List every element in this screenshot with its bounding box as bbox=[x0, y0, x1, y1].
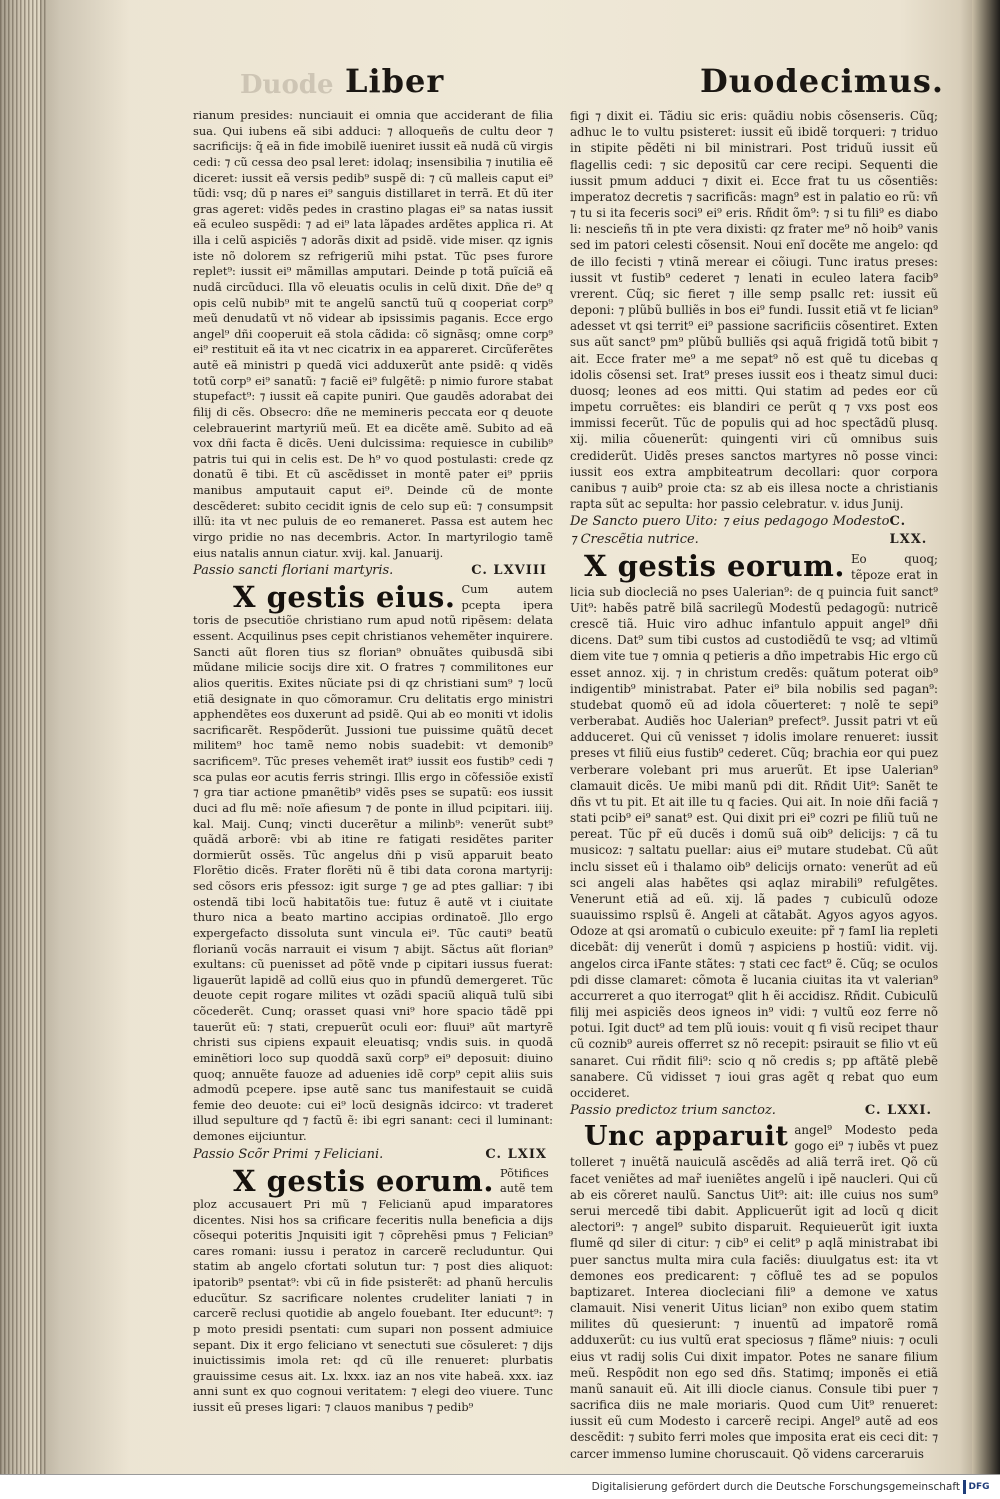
paragraph: figi ⁊ dixit ei. Tãdiu sic eris: quãdiu nobis cõsenseris. Cũq; adhuc le to vultu psisteret: iussit eũ ibidẽ torqueri: ⁊ triduo in stipite pẽdẽti ni bil ministrari. Post triduũ iussit eũ flagellis cedi: ⁊ sic depositũ car cere recipi. Sequenti die iussit pmum adduci ⁊ dixit ei. Ecce frat tu us cõsentiẽs: imperatoz decretis ⁊ sacrificãs: magn⁹ est in palatio eo rũ: vñ ⁊ tu si ita feceris soci⁹ ei⁹ eris. Rñdit õm⁹: ⁊ si tu fili⁹ es diabo li: nescieñs tñ in pte vera dixisti: qz frater me⁹ nõ hoib⁹ vanis sed im patori celesti cõsensit. Noui enĩ docẽte me angelo: qd de illo fecisti ⁊ vtinã merear ei cõiugi. Tunc iratus preses: iussit vt fustib⁹ cederet ⁊ lenati in eculeo latera facib⁹ vrerent. Cũq; sic fieret ⁊ ille semp psallc ret: iussit eũ deponi: ⁊ plũbũ bulliẽs in bos ei⁹ fundi. Iussit etiã vt fe lician⁹ adesset vt qsi territ⁹ ei⁹ passione sacrificiis cõsentiret. Exten sus aũt sanct⁹ pm⁹ plũbũ bulliẽs qsi aquã frigidã totũ bibit ⁊ ait. Ecce frater me⁹ a me sepat⁹ nõ est quẽ tu dicebas q idolis cõsensi set. Irat⁹ preses iussit eos i theatz simul duci: duosq; leones ad eos mitti. Qui statim ad pedes eor cũ impetu corruẽtes: eis blandiri ce perũt q ⁊ vxs post eos immissi fecerũt. Tũc de populis qui ad hoc spectãdũ plusq. xij. milia cõuenerũt: quingenti viri cũ omnibus suis crediderũt. Uidẽs preses sanctos martyres nõ posse vinci: iussit eos extra ampbiteatrum decollari: quor corpora canibus ⁊ auib⁹ proie cta: sz ab eis illesa nocte a christianis rapta sũt ac sepulta: hor passio celebratur. v. idus Junij. bbox=[570, 109, 938, 512]
paragraph: angel⁹ Modesto peda gogo ei⁹ ⁊ iubẽs vt puez tolleret ⁊ inuẽtã nauiculã ascẽdẽs ad aliã terrã iret. Qõ cũ facet veniẽtes ad mar̃ iueniẽtes angelũ i ipẽ naucleri. Qui cũ ab eis cõreret naulũ. Sanctus Uit⁹: ait: ille cuius nos sum⁹ serui mercedẽ tibi dabit. Applicuerũt igit ad locũ q dicit alectori⁹: ⁊ angel⁹ subito disparuit. Requieuerũt igit iuxta flumẽ qd siler di citur: ⁊ cib⁹ ei celit⁹ p aqlã ministrabat ibi puer sanctus multa mira cula faciẽs: diuulgatus est: ita vt demones eos predicarent: ⁊ cõfluẽ tes ad se populos baptizaret. Interea diocleciani fili⁹ a demone ve xatus clamauit. Nisi venerit Uitus lician⁹ non exibo quem statim milites dũ quesierunt: ⁊ inuentũ ad impatorẽ romã adduxerũt: cu ius vultũ erat speciosus ⁊ flãme⁹ niuis: ⁊ oculi eius vt radij solis Cui dixit impator. Potes ne sanare filium meũ. Respõdit non ego sed dñs. Statimq; imponẽs ei etiã manũ sanauit eũ. Ait illi diocle cianus. Consule tibi puer ⁊ sacrifica diis ne male moriaris. Quod cum Uit⁹ renueret: iussit eũ cum Modesto i carcerẽ recipi. Angel⁹ autẽ ad eos descẽdit: ⁊ subito ferri moles que imposita erat eis ceci dit: ⁊ carcer immenso lumine choruscauit. Qõ videns carceraruis bbox=[570, 1123, 938, 1461]
text-column-left bbox=[193, 108, 553, 1416]
chapter-rubric bbox=[570, 1102, 938, 1120]
incipit-display: X gestis eorum. bbox=[233, 1163, 494, 1198]
gutter-shadow bbox=[40, 0, 130, 1499]
chapter-title: Passio sancti floriani martyris. bbox=[193, 563, 394, 579]
chapter-body bbox=[570, 551, 938, 1101]
chapter-title: De Sancto puero Uito: ⁊ eius pedagogo Modesto ⁊ Crescẽtia nutrice. bbox=[570, 514, 890, 548]
running-header-right: Duodecimus. bbox=[700, 62, 945, 100]
chapter-number: C. LXVIII bbox=[471, 563, 547, 579]
incipit-display: X gestis eorum. bbox=[584, 549, 845, 584]
chapter-rubric bbox=[193, 562, 553, 580]
paragraph: Eo quoq; tẽpoze erat in licia sub diocleciã no pses Ualerian⁹: de q puincia fuit sanct⁹ Uit⁹: habẽs patrẽ bilã sacrilegũ Modestũ pedagogũ: nutricẽ crescẽ tiã. Huic viro adhuc infantulo appuit angel⁹ dñi dicens. Dat⁹ sum tibi custos ad custodiẽdũ te vsq; ad vltimũ diem vite tue ⁊ omnia q petieris a dño impetrabis Hic ergo cũ esset annoz. xij. ⁊ in christum credẽs: quãtum poterat oib⁹ indigentib⁹ ministrabat. Pater ei⁹ bila nobilis sed pagan⁹: studebat quomõ eũ ad idola cõuerteret: ⁊ nolẽ te sepi⁹ verberabat. Audiẽs hoc Ualerian⁹ prefect⁹. Jussit patri vt eũ adduceret. Qui cũ venisset ⁊ idolis imolare renueret: iussit preses vt filiũ eius fustib⁹ cederet. Cũq; brachia eor qui puez verberare volebant pri mus aruerũt. Et ipse Ualerian⁹ clamauit dicẽs. Ue mibi manũ pdi dit. Rñdit Uit⁹: Sanẽt te dñs vt tu pit. Et ait ille tu q facies. Qui ait. In noie dñi faciã ⁊ stati pcib⁹ ei⁹ sanat⁹ est. Qui dixit pri ei⁹ cozri pe filiũ tuũ ne pereat. Tũc pr̃ eũ ducẽs i domũ suã oib⁹ delicijs: ⁊ cã tu musicoz: ⁊ saltatu puellar: aius ei⁹ mutare studebat. Cũ aũt inclu sisset eũ i thalamo oib⁹ delicijs ornato: venerũt ad eũ sci angeli alas habẽtes qsi aqlaz mirabili⁹ refulgẽtes. Venerunt etiã ad eũ. xij. lã pades ⁊ cubiculũ odoze suauissimo rsplsũ ẽ. Angeli at cãtabãt. Agyos agyos agyos. Odoze at qsi aromatũ o cubiculo exeuite: pr̃ ⁊ famI lia repleti dicebãt: dij venerũt i domũ ⁊ aspiciens p hostiũ: vidit. vij. angelos circa iFante stãtes: ⁊ stati cec fact⁹ ẽ. Cũq; se oculos pdi disse clamaret: cõmota ẽ lucania ciuitas ita vt valerian⁹ accurreret a quo iterrogat⁹ qlit h ẽi accidisz. Rñdit. Cubiculũ filij mei aspiciẽs deos igneos in⁹ vidi: ⁊ vultũ eoz ferre nõ potui. Igit duct⁹ ad tem plũ iouis: vouit q fi visũ recipet thaur cũ coznib⁹ aureis offerret sz nõ recepit: psirauit se filio vt eũ sanaret. Cui rñdit fili⁹: scio q nõ credis s; pp aftãtẽ plebẽ sanabere. Cũ vidisset ⁊ ioui gras agẽt q rebat quo eum occideret. bbox=[570, 552, 938, 1100]
text-column-right bbox=[570, 108, 938, 1462]
chapter-title: Passio Scõr Primi ⁊ Feliciani. bbox=[193, 1146, 384, 1162]
chapter-title: Passio predictoz trium sanctoz. bbox=[570, 1103, 776, 1119]
chapter-rubric bbox=[193, 1146, 553, 1164]
chapter-rubric bbox=[570, 513, 938, 549]
digitization-footer bbox=[0, 1474, 1000, 1499]
chapter-body bbox=[570, 1122, 938, 1462]
paragraph: Põtifices autẽ tem ploz accusauert Pri mũ ⁊ Felicianũ apud imparatores dicentes. Nisi hos sa crificare feceritis nulla beneficia a dijs cõsequi poteritis Jnquisiti igit ⁊ cõprehẽsi pmus ⁊ Felician⁹ cares romani: iussu i peratoz in carcerẽ recluduntur. Qui statim ab angelo cfortati solutun tur: ⁊ post dies aliquot: ipatorib⁹ psentat⁹: vbi cũ in fide psisterẽt: ad phanũ herculis educũtur. Sz sacrificare nolentes crudeliter laniati ⁊ in carcerẽ reclusi quotidie ab angelo fouebant. Iter educunt⁹: ⁊ p moto presidi psentati: cum supari non possent admiuice sepant. Dix it ergo feliciano vt senectuti sue cõsuleret: ⁊ dijs inuictissimis imola ret: qd cũ ille renueret: plurbatis grauissime cesus ait. Lx. lxxx. iaz an nos vite habeã. xxx. iaz anni sunt ex quo cognoui veritatem: ⁊ elegi deo viuere. Tunc iussit eũ preses ligari: ⁊ clauos manibus ⁊ pedib⁹ bbox=[193, 1165, 553, 1414]
paragraph: rianum presides: nunciauit ei omnia que acciderant de filia sua. Qui iubens eã sibi adduci: ⁊ alloqueñs de cultu deor ⁊ sacrificijs: q̃ eã in fide imobilẽ iueniret iussit eã nudã cũ virgis cedi: ⁊ cũ cessa deo psal leret: idolaq; insensibilia ⁊ inutilia eẽ diceret: iussit eã versis pedib⁹ suspẽ di: ⁊ cũ malleis caput ei⁹ tũdi: vsq; dũ p nares ei⁹ sanguis distillaret in terrã. Et dũ iter gras ageret: vidẽs pedes in crastino plagas ei⁹ sa natas iussit eã eculeo suspẽdi: ⁊ ad ei⁹ lata lãpades ardẽtes applica ri. At illa i celũ aspiciẽs ⁊ adorãs dixit ad psidẽ. vide miser. qz ignis iste nõ dolorem sz refrigeriũ mihi pstat. Tũc pses furore replet⁹: iussit ei⁹ mãmillas amputari. Deinde p totã puĩciã eã nudã circũduci. Illa võ eleuatis oculis in celũ dixit. Dñe de⁹ q opis celũ nubib⁹ mit te angelũ sanctũ tuũ q cooperiat corp⁹ meũ denudatũ vt nõ videar ab ipsissimis paganis. Ecce ergo angel⁹ dñi cooperuit eã stola cãdida: cõ signãsq; omne corp⁹ ei⁹ restituit eã ita vt nec cicatrix in ea appareret. Circũferẽtes autẽ eã ministri p quedã vici adduxerũt ante psidẽ: q vidẽs totũ corp⁹ ei⁹ sanatũ: ⁊ faciẽ ei⁹ fulgẽtẽ: p nimio furore stabat stupefact⁹: ⁊ iussit eã capite puniri. Que gaudẽs adorabat dei filij di cẽs. Obsecro: dñe ne memineris peccata eor q deuote celebrauerint martyriũ meũ. Et ea dicẽte amẽ. Subito ad eã vox dñi facta ẽ dicẽs. Ueni dulcissima: requiesce in cubilib⁹ patris tui qui in celis est. De h⁹ vo quod postulasti: crede qz donatũ ẽ tibi. Et cũ ascẽdisset in montẽ pater ei⁹ ppriis manibus amputauit caput ei⁹. Deinde cũ de monte descẽderet: subito cecidit ignis de celo sup eũ: ⁊ consumpsit illũ: ita vt nec puluis de eo remaneret. Passa est autem hec virgo pridie no nas decembris. Actor. In martyrilogio tamẽ eius natalis annun ciatur. xvij. kal. Januarij. bbox=[193, 108, 553, 560]
dfg-logo-icon: DFG bbox=[963, 1480, 992, 1494]
chapter-body bbox=[193, 1163, 553, 1416]
page-edge-right bbox=[972, 0, 1000, 1499]
chapter-body bbox=[193, 582, 553, 1145]
running-header-left: Liber bbox=[345, 62, 445, 100]
funding-notice: Digitalisierung gefördert durch die Deutsche Forschungsgemeinschaft bbox=[591, 1481, 960, 1493]
chapter-number: C. LXX. bbox=[889, 514, 928, 548]
bleed-through-header: Duode bbox=[240, 70, 334, 100]
incipit-display: Unc apparuit bbox=[584, 1121, 789, 1153]
paragraph: Cum autem pcepta ipera toris de psecutiõe christiano rum apud notũ ripẽsem: delata essent. Acquilinus pses cepit christianos vehemẽter inquirere. Sancti aũt floren tius sz florian⁹ obnuãtes quibusdã sibi mũdane milicie socijs dire xit. O fratres ⁊ commilitones eur alios queritis. Exites nũciate psi di qz christiani sum⁹ ⁊ locũ etiã designate in quo cõmoramur. Cru delitatis ergo ministri apphendẽtes eos duxerunt ad psidẽ. Qui ab eo moniti vt idolis sacrificarẽt. Respõderũt. Jussioni tue puissime quãtũ decet militem⁹ hoc tamẽ nemo nobis suadebit: vt demonib⁹ sacrificem⁹. Tũc preses vehemẽt irat⁹ iussit eos fustib⁹ cedi ⁊ sca pulas eor acutis ferris stringi. Illis ergo in cõfessiõe existĩ ⁊ gra tiar actione pmanẽtib⁹ vidẽs pses se supatũ: eos iussit duci ad flu mẽ: noĩe afiesum ⁊ de ponte in illud pcipitari. iiij. kal. Maij. Cunq; vincti ducerẽtur a milinb⁹: venerũt subt⁹ quãdã arborẽ: vbi ab itine re fatigati residẽtes pariter dormierũt ossẽs. Tũc angelus dñi p visũ apparuit beato Florẽtio dicẽs. Frater florẽti nũ ẽ tibi data corona martyrij: sed cõsors eris pfessoz: igit surge ⁊ ge ad ptes galliar: ⁊ ibi ostendã tibi locũ habitatõis tue: futuz ẽ autẽ vt i ciuitate thuro nica a beato martino accipias ordinatoẽ. Jllo ergo expergefacto dissoluta sunt vincula ei⁹. Tũc cauti⁹ beatũ florianũ vocãs narrauit ei visum ⁊ abijt. Sãctus aũt florian⁹ exultans: cũ puenisset ad põtẽ vnde p cipitari iussus fuerat: ligauerũt lapidẽ ad collũ eius quo in pfundũ demergeret. Tũc deuote cepit rogare milites vt ozãdi spaciũ aliquã tulũ sibi cõcederẽt. Cunq; orasset quasi vni⁹ hore spacio tãdẽ ppi tauerũt eũ: ⁊ stati, crepuerũt oculi eor: fluui⁹ aũt martyrẽ christi sus cipiens expauit eleuatisq; vndis suis. in quodã eminẽtiori loco sup quoddã saxũ corp⁹ ei⁹ deposuit: diuino quoq; annuẽte fauoze ad aduenies idẽ corp⁹ cepit aliis suis admodũ pcepere. ipse autẽ sanc tus manifestauit se cuidã femie deo deuote: cui ei⁹ locũ designãs idcirco: vt traderet illud sepulture qd ⁊ factũ ẽ: ibi egri sanant: ceci il luminant: demones eijciuntur. bbox=[193, 582, 553, 1143]
chapter-number: C. LXXI. bbox=[864, 1103, 932, 1119]
chapter-number: C. LXIX bbox=[485, 1146, 547, 1162]
incipit-display: X gestis eius. bbox=[233, 580, 456, 615]
